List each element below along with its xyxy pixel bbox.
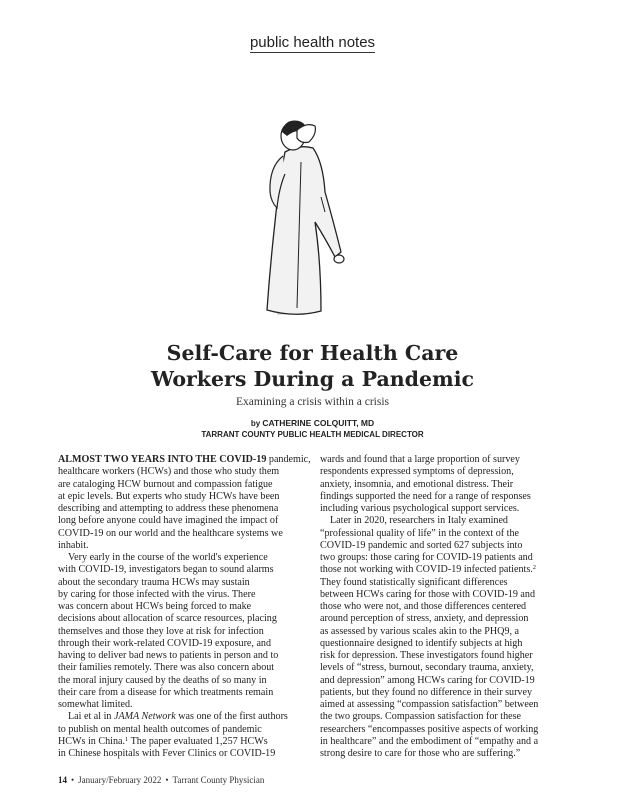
page-number: 14 [58, 775, 67, 785]
text-line: findings supported the need for a range of responses [320, 490, 531, 502]
text-segment: was one of the first authors [175, 711, 288, 723]
text-line: They found statistically significant differences [320, 576, 508, 588]
byline [0, 418, 625, 440]
text-line: anxiety, insomnia, and emotional distress. Their [320, 478, 514, 490]
text-line: through their work-related COVID-19 exposure, and [58, 637, 272, 649]
text-line: patients, but they found no difference in their survey [320, 686, 533, 698]
author-title: TARRANT COUNTY PUBLIC HEALTH MEDICAL DIRECTOR [201, 430, 424, 439]
text-line: around perception of stress, anxiety, and depression [320, 613, 529, 625]
journal-name: JAMA Network [113, 711, 176, 723]
issue-date: January/February 2022 [78, 775, 162, 785]
text-segment: those not working with COVID-19 infected patients. [320, 564, 533, 576]
text-line: levels of “stress, burnout, secondary trauma, anxiety, [320, 662, 534, 674]
article-column-right [320, 454, 572, 760]
text-line: decisions about allocation of scarce resources, placing [58, 613, 277, 625]
text-line: the moral injury caused by the deaths of so many in [58, 674, 267, 686]
doctor-hand [334, 255, 344, 263]
text-line: their families remotely. There was also concern about [58, 662, 275, 674]
text-line: aimed at assessing “compassion satisfaction” between [320, 699, 539, 710]
paragraph [58, 454, 310, 552]
page-footer [58, 775, 264, 785]
text-line: as assessed by various scales akin to the PHQ9, a [320, 625, 520, 637]
text-line: Later in 2020, researchers in Italy examined [330, 515, 508, 527]
text-line: wards and found that a large proportion of survey [320, 454, 520, 465]
text-line: at epic levels. But experts who study HCWs have been [58, 490, 280, 502]
text-line: those who were not, and those differences centered [320, 601, 527, 612]
text-line: describing and attempting to address these phenomena [58, 503, 279, 514]
paragraph [320, 515, 572, 760]
article-title-line: Self-Care for Health Care [166, 341, 459, 365]
byline-prefix: by [250, 419, 263, 428]
text-line: Very early in the course of the world's experience [68, 552, 268, 563]
stressed-doctor-illustration [255, 112, 360, 327]
text-line: are cataloging HCW burnout and compassion fatigue [58, 478, 273, 490]
text-line: COVID-19 on our world and the healthcare systems we [58, 527, 283, 539]
text-line: COVID-19 pandemic and sorted 627 subjects into [320, 539, 523, 551]
article-subtitle: Examining a crisis within a crisis [236, 396, 389, 408]
text-line: risk for depression. These investigators found higher [320, 650, 533, 661]
text-line: “professional quality of life” in the context of the [320, 527, 520, 539]
text-line: strong desire to care for those who are suffering.” [320, 748, 521, 759]
article-title-line: Workers During a Pandemic [150, 367, 474, 391]
text-segment: HCWs in China. [58, 735, 126, 747]
author-name: CATHERINE COLQUITT, MD [262, 418, 375, 428]
text-line: having to deliver bad news to patients in person and to [58, 650, 279, 661]
text-line: to publish on mental health outcomes of pandemic [58, 723, 262, 735]
text-line: researchers “encompasses positive aspects of working [320, 723, 539, 735]
text-line [68, 711, 288, 722]
author-line [0, 418, 625, 429]
footer-bullet: • [71, 775, 75, 785]
section-header [0, 34, 625, 53]
text-line: long before anyone could have imagined the impact of [58, 515, 279, 527]
footer-bullet: • [165, 775, 169, 785]
text-line [320, 564, 536, 575]
reference-marker: 2 [532, 564, 537, 572]
section-label: public health notes [249, 34, 376, 51]
text-line: their care from a disease for which treatments remain [58, 686, 274, 698]
text-line: respondents expressed symptoms of depression, [320, 466, 514, 478]
text-segment: The paper evaluated 1,257 HCWs [128, 735, 268, 747]
text-line: healthcare workers (HCWs) and those who study them [58, 466, 280, 478]
text-line: questionnaire designed to identify subjects at high [320, 637, 523, 649]
text-line: themselves and those they love at risk for infection [58, 625, 264, 637]
text-line: somewhat limited. [58, 699, 133, 710]
text-line: the two groups. Compassion satisfaction for these [320, 711, 522, 723]
text-line: inhabit. [58, 539, 89, 551]
paragraph [58, 552, 310, 711]
text-line: between HCWs caring for those with COVID-19 and [320, 588, 535, 600]
text-line: by caring for those infected with the virus. There [58, 588, 256, 600]
paragraph [320, 454, 572, 515]
text-segment: pandemic, [266, 454, 311, 465]
text-line: in healthcare” and the embodiment of “empathy and a [320, 735, 539, 747]
text-line: including various psychological support services. [320, 503, 520, 514]
lead-in: ALMOST TWO YEARS INTO THE COVID-19 [58, 454, 267, 465]
text-line [58, 736, 268, 747]
doctor-hand-on-face [297, 125, 315, 143]
paragraph [58, 711, 310, 760]
text-line: about the secondary trauma HCWs may sustain [58, 576, 250, 588]
reference-marker: 1 [125, 735, 129, 743]
publication-name: Tarrant County Physician [172, 775, 265, 785]
article-column-left [58, 454, 310, 760]
text-line: two groups: those caring for COVID-19 patients and [320, 552, 533, 563]
article-title [0, 340, 625, 392]
text-segment: Lai et al in [68, 711, 114, 723]
text-line: and depression” among HCWs caring for COVID-19 [320, 674, 535, 686]
text-line: was concern about HCWs being forced to make [58, 601, 252, 612]
text-line: with COVID-19, investigators began to sound alarms [58, 564, 274, 576]
text-line: in Chinese hospitals with Fever Clinics or COVID-19 [58, 748, 276, 759]
text-line [58, 454, 311, 465]
